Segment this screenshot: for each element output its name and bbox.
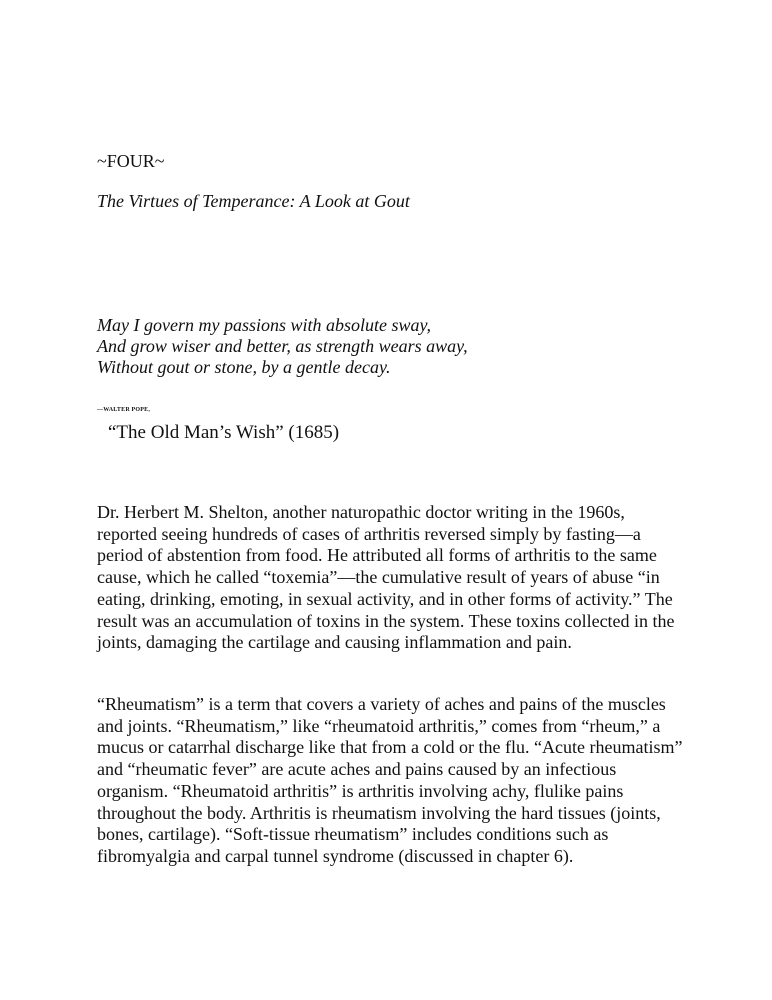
chapter-number: ~FOUR~ (97, 151, 165, 171)
epigraph-line: Without gout or stone, by a gentle decay. (97, 357, 391, 377)
epigraph-line: May I govern my passions with absolute sway, (97, 315, 431, 335)
body-paragraph: “Rheumatism” is a term that covers a variety of aches and pains of the muscles and joints. “Rheumatism,” like “rheumatoid arthritis,” comes from “rheum,” a mucus or catarrhal discharge like that from a cold or the flu. “Acute rheumatism” and “rheumatic fever” are acute aches and pains caused by an infectious organism. “Rheumatoid arthritis” is arthritis involving achy, flulike pains throughout the body. Arthritis is rheumatism involving the hard tissues (joints, bones, cartilage). “Soft-tissue rheumatism” includes conditions such as fibromyalgia and carpal tunnel syndrome (discussed in chapter 6). (97, 694, 683, 866)
chapter-title: The Virtues of Temperance: A Look at Gout (97, 191, 410, 211)
body-paragraph: Dr. Herbert M. Shelton, another naturopathic doctor writing in the 1960s, reported seeing hundreds of cases of arthritis reversed simply by fasting—a period of abstention from food. He attributed all forms of arthritis to the same cause, which he called “toxemia”—the cumulative result of years of abuse “in eating, drinking, emoting, in sexual activity, and in other forms of activity.” The result was an accumulation of toxins in the system. These toxins collected in the joints, damaging the cartilage and causing inflammation and pain. (97, 502, 675, 653)
epigraph-work: “The Old Man’s Wish” (1685) (108, 422, 340, 443)
epigraph (97, 315, 468, 378)
epigraph-author: —WALTER POPE, (97, 407, 151, 413)
epigraph-line: And grow wiser and better, as strength wears away, (97, 336, 468, 356)
